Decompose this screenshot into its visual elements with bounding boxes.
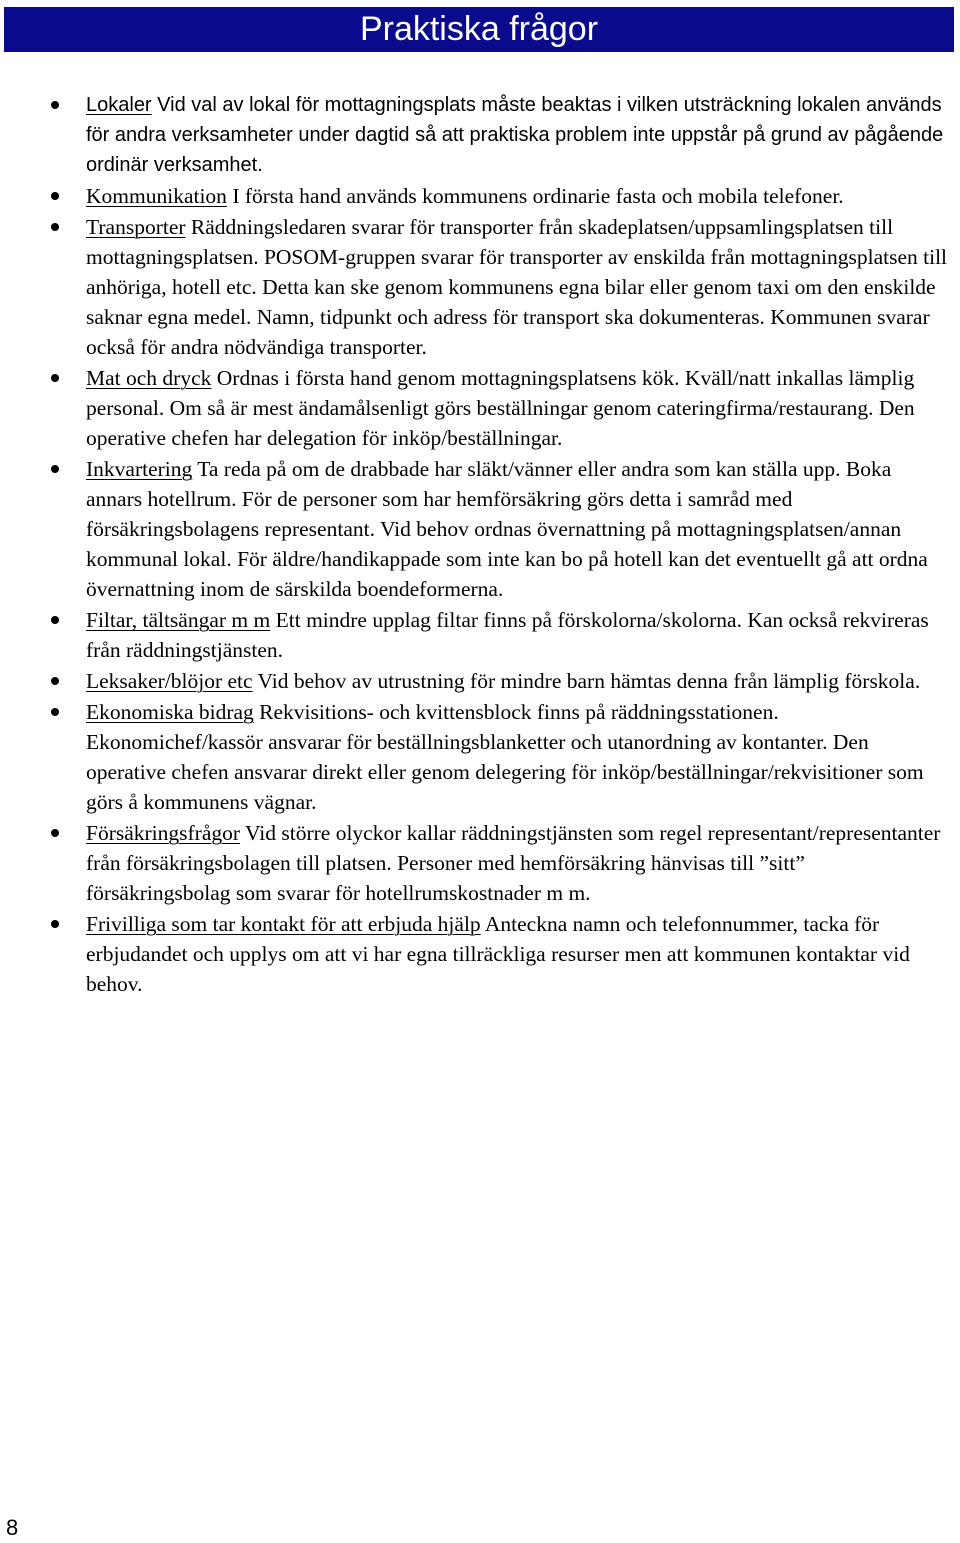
item-title: Inkvartering (86, 457, 193, 481)
item-text: Vid val av lokal för mottagningsplats måste beaktas i vilken utsträckning lokalen används för andra verksamheter under dagtid så att praktiska problem inte uppstår på grund av pågående ordinär verksamhet. (86, 94, 944, 176)
list-item-lokaler (0, 90, 960, 180)
item-text: Anteckna namn och telefonnummer, tacka för erbjudandet och upplys om att vi har egna tillräckliga resurser men att kommunen kontaktar vid behov. (86, 912, 910, 996)
item-text: Rekvisitions- och kvittensblock finns på räddningsstationen. Ekonomichef/kassör ansvarar för beställningsblanketter och utanordning av kontanter. Den operative chefen ansvarar direkt eller genom delegering för inköp/beställningar/rekvisitioner som görs å kommunens vägnar. (86, 700, 924, 814)
item-title: Mat och dryck (86, 366, 212, 390)
item-text: Ordnas i första hand genom mottagningsplatsens kök. Kväll/natt inkallas lämplig personal. Om så är mest ändamålsenligt görs beställningar genom cateringfirma/restaurang. Den operative chefen har delegation för inköp/beställningar. (86, 366, 915, 450)
item-title: Leksaker/blöjor etc (86, 669, 253, 693)
list-item-frivilliga (0, 909, 960, 999)
list-item-kommunikation (0, 181, 960, 211)
list-item-forsakringsfragor (0, 818, 960, 908)
bullet-icon (51, 708, 59, 716)
bullet-icon (51, 374, 59, 382)
list-item-leksaker (0, 666, 960, 696)
bullet-icon (51, 192, 59, 200)
item-title: Filtar, tältsängar m m (86, 608, 271, 632)
bullet-icon (51, 223, 59, 231)
list-item-ekonomiska-bidrag (0, 697, 960, 817)
item-title: Frivilliga som tar kontakt för att erbjuda hjälp (86, 912, 481, 936)
page-title: Praktiska frågor (4, 7, 954, 52)
item-text: Ett mindre upplag filtar finns på förskolorna/skolorna. Kan också rekvireras från räddningstjänsten. (86, 608, 929, 662)
list-item-inkvartering (0, 454, 960, 604)
item-text: Vid större olyckor kallar räddningstjänsten som regel representant/representanter från försäkringsbolagen till platsen. Personer med hemförsäkring hänvisas till ”sitt” försäkringsbolag som svarar för hotellrumskostnader m m. (86, 821, 941, 905)
list-item-mat-och-dryck (0, 363, 960, 453)
item-title: Ekonomiska bidrag (86, 700, 254, 724)
item-title: Transporter (86, 215, 186, 239)
item-text: Ta reda på om de drabbade har släkt/vänner eller andra som kan ställa upp. Boka annars hotellrum. För de personer som har hemförsäkring görs detta i samråd med försäkringsbolagens representant. Vid behov ordnas övernattning på mottagningsplatsen/annan kommunal lokal. För äldre/handikappade som inte kan bo på hotell kan det eventuellt gå att ordna övernattning inom de särskilda boendeformerna. (86, 457, 928, 601)
item-title: Försäkringsfrågor (86, 821, 241, 845)
page-number: 8 (6, 1515, 19, 1540)
bullet-icon (51, 920, 59, 928)
bullet-list (0, 90, 960, 1000)
item-text: Räddningsledaren svarar för transporter från skadeplatsen/uppsamlingsplatsen till mottagningsplatsen. POSOM-gruppen svarar för transporter av enskilda från mottagningsplatsen till anhöriga, hotell etc. Detta kan ske genom kommunens egna bilar eller genom taxi om den enskilde saknar egna medel. Namn, tidpunkt och adress för transport ska dokumenteras. Kommunen svarar också för andra nödvändiga transporter. (86, 215, 948, 359)
bullet-icon (51, 616, 59, 624)
bullet-icon (51, 101, 59, 109)
bullet-icon (51, 465, 59, 473)
item-title: Lokaler (86, 94, 152, 116)
list-item-transporter (0, 212, 960, 362)
item-title: Kommunikation (86, 184, 227, 208)
list-item-filtar (0, 605, 960, 665)
bullet-icon (51, 829, 59, 837)
bullet-icon (51, 677, 59, 685)
item-text: I första hand används kommunens ordinarie fasta och mobila telefoner. (226, 184, 844, 208)
item-text: Vid behov av utrustning för mindre barn hämtas denna från lämplig förskola. (252, 669, 921, 693)
